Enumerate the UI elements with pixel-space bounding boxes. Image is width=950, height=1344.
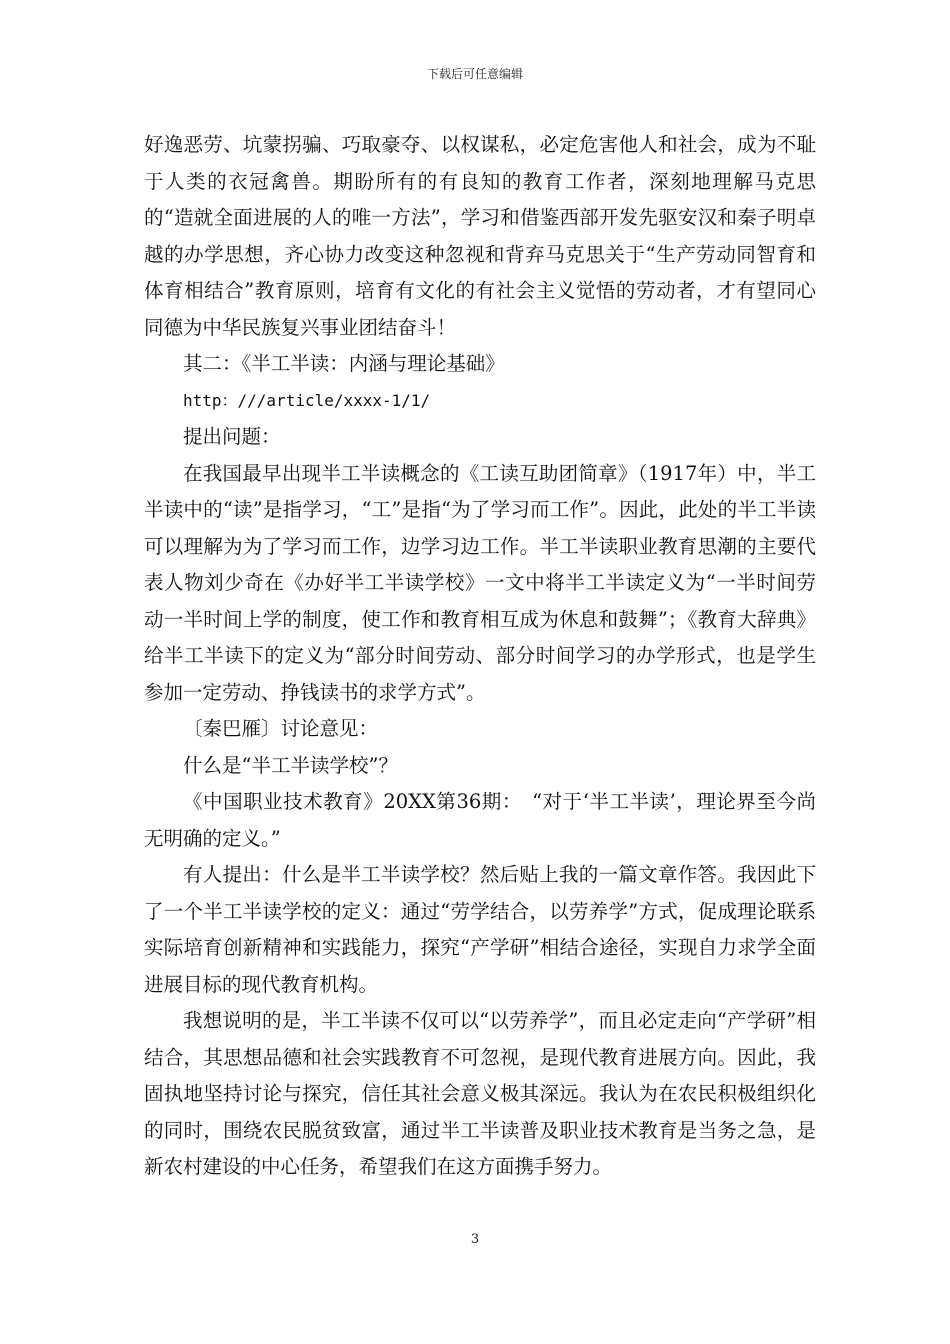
paragraph-answer: 有人提出：什么是半工半读学校？然后贴上我的一篇文章作答。我因此下了一个半工半读学校的定义：通过“劳学结合，以劳养学”方式，促成理论联系实际培育创新精神和实践能力，探究“产学研”相结合途径，实现自力求学全面进展目标的现代教育机构。 bbox=[144, 863, 816, 996]
discussion-heading: 〔秦巴雁〕讨论意见： bbox=[183, 717, 379, 740]
paragraph-conclusion: 我想说明的是，半工半读不仅可以“以劳养学”，而且必定走向“产学研”相结合，其思想品德和社会实践教育不可忽视，是现代教育进展方向。因此，我固执地坚持讨论与探究，信任其社会意义极其深远。我认为在农民积极组织化的同时，围绕农民脱贫致富，通过半工半读普及职业技术教育是当务之急，是新农村建设的中心任务，希望我们在这方面携手努力。 bbox=[144, 1009, 816, 1178]
page-header: 下载后可任意编辑 bbox=[426, 67, 523, 81]
paragraph-continuation: 好逸恶劳、坑蒙拐骗、巧取豪夺、以权谋私，必定危害他人和社会，成为不耻于人类的衣冠禽兽。期盼所有的有良知的教育工作者，深刻地理解马克思的“造就全面进展的人的唯一方法”，学习和借鉴西部开发先驱安汉和秦子明卓越的办学思想，齐心协力改变这种忽视和背弃马克思关于“生产劳动同智育和体育相结合”教育原则，培育有文化的有社会主义觉悟的劳动者，才有望同心同德为中华民族复兴事业团结奋斗！ bbox=[144, 133, 816, 339]
section-heading: 其二：《半工半读：内涵与理论基础》 bbox=[183, 352, 505, 375]
document-body bbox=[144, 127, 816, 1186]
subheading-question: 提出问题： bbox=[183, 425, 281, 448]
quote-paragraph: 《中国职业技术教育》20XX第36期： “对于‘半工半读’，理论界至今尚无明确的定义。” bbox=[144, 790, 816, 850]
question-line: 什么是“半工半读学校”？ bbox=[183, 753, 398, 777]
paragraph-definition: 在我国最早出现半工半读概念的《工读互助团简章》（1917年）中，半工半读中的“读”是指学习，“工”是指“为了学习而工作”。因此，此处的半工半读可以理解为为了学习而工作，边学习边工作。半工半读职业教育思潮的主要代表人物刘少奇在《办好半工半读学校》一文中将半工半读定义为“一半时间劳动一半时间上学的制度，使工作和教育相互成为休息和鼓舞”；《教育大辞典》给半工半读下的定义为“部分时间劳动、部分时间学习的办学形式，也是学生参加一定劳动、挣钱读书的求学方式”。 bbox=[144, 461, 816, 704]
page-number: 3 bbox=[470, 1232, 480, 1247]
article-url: http：///article/xxxx-1/1/ bbox=[183, 390, 431, 410]
